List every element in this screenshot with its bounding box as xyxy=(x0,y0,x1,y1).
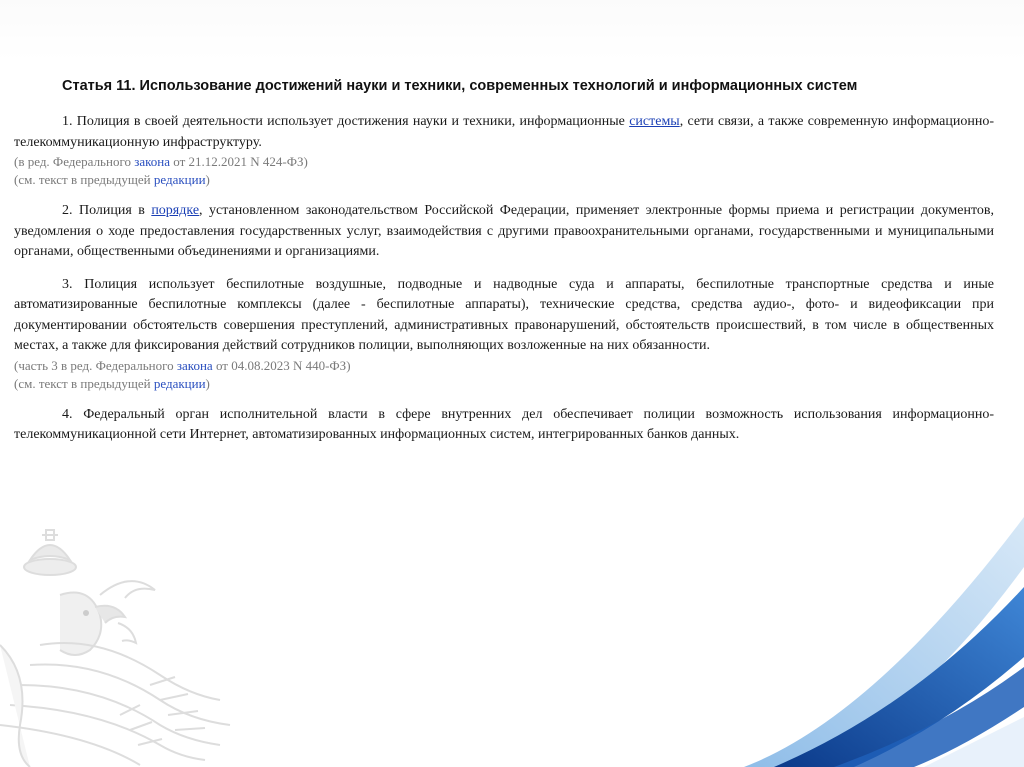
paragraph-4: 4. Федеральный орган исполнительной власти в сфере внутренних дел обеспечивает полиции возможность использования информационно-телекоммуникационной сети Интернет, автоматизированных информационных систем, интегрированных банков данных. xyxy=(14,406,994,442)
paragraph-2-text-b: , установленном законодательством Российской Федерации, применяет электронные формы приема и регистрации документов, уведомления о ходе предоставления государственных услуг, взаимодействия с другими правоохранительными органами, государственными и муниципальными органами, общественными объединениями и организациями. xyxy=(14,203,994,259)
article-title: Статья 11. Использование достижений науки и техники, современных технологий и информационных систем xyxy=(62,78,858,94)
paragraph-1-text-b: , сети связи, а также современную информационно-телекоммуникационную инфраструктуру. xyxy=(14,114,994,150)
revision-note-1-post: от 21.12.2021 N 424-ФЗ) xyxy=(170,154,308,169)
paragraph-1-text-a: 1. Полиция в своей деятельности использует достижения науки и техники, информационные xyxy=(62,114,630,129)
document-body xyxy=(14,78,994,446)
link-zakona-1[interactable]: закона xyxy=(134,154,170,169)
revision-note-3 xyxy=(14,357,994,375)
paragraph-1 xyxy=(14,112,994,153)
blue-swoosh-decoration-icon xyxy=(624,457,1024,767)
previous-edition-note-3-post: ) xyxy=(205,375,210,391)
previous-edition-note-1-post: ) xyxy=(205,172,210,187)
previous-edition-note-3 xyxy=(14,375,994,393)
revision-note-1 xyxy=(14,153,994,171)
link-sistemy[interactable]: системы xyxy=(629,114,680,129)
revision-note-3-post: от 04.08.2023 N 440-ФЗ) xyxy=(212,357,351,373)
link-redakcii-1[interactable]: редакции xyxy=(153,172,206,187)
paragraph-3: 3. Полиция использует беспилотные воздушные, подводные и надводные суда и аппараты, беспилотные транспортные средства и иные автоматизированные беспилотные комплексы (далее - беспилотные аппараты), технические средства, средства аудио-, фото- и видеофиксации при документировании обстоятельств совершения преступлений, административных правонарушений, обстоятельств происшествий, в том числе в общественных местах, а также для фиксирования действий сотрудников полиции, выполняющих возложенные на них обязанности. xyxy=(14,276,994,353)
revision-note-3-pre: (часть 3 в ред. Федерального xyxy=(14,357,177,373)
previous-edition-note-1-pre: (см. текст в предыдущей xyxy=(14,172,154,187)
paragraph-2 xyxy=(14,201,994,263)
eagle-emblem-icon xyxy=(0,525,260,767)
link-redakcii-3[interactable]: редакции xyxy=(153,375,206,391)
link-zakona-3[interactable]: закона xyxy=(176,357,213,373)
previous-edition-note-1 xyxy=(14,171,994,189)
paragraph-2-text-a: 2. Полиция в xyxy=(62,203,152,218)
link-poryadke[interactable]: порядке xyxy=(151,203,200,218)
previous-edition-note-3-pre: (см. текст в предыдущей xyxy=(14,375,154,391)
revision-note-1-pre: (в ред. Федерального xyxy=(14,154,135,169)
